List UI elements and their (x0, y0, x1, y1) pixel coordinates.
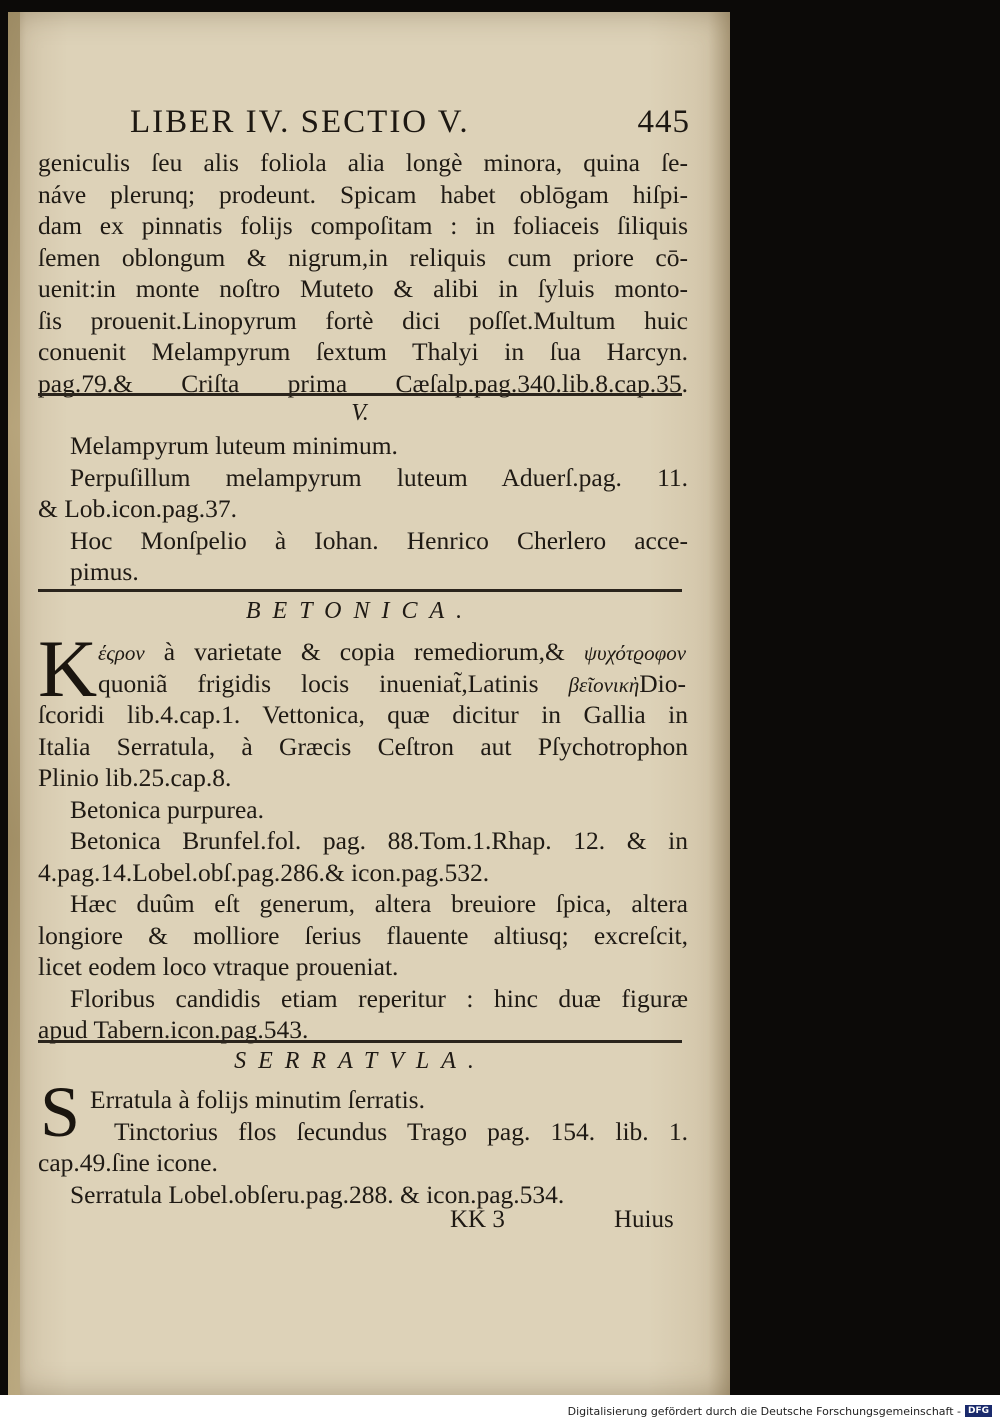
text-run: à varietate & copia remediorum,& (163, 637, 565, 666)
text-line (98, 636, 686, 668)
text-line: Betonica Brunfel.fol. pag. 88.Tom.1.Rhap. 12. & in (70, 826, 688, 855)
text-line: ſis prouenit.Linopyrum fortè dici poſſet.Multum huic (38, 305, 688, 335)
text-line: cap.49.ſine icone. (38, 1148, 218, 1177)
serratula-heading: SERRATVLA. (234, 1048, 486, 1074)
section-rule (38, 393, 682, 396)
text-line: dam ex pinnatis folijs compoſitam : in foliaceis ſiliquis (38, 211, 688, 240)
greek-word: έςρον (98, 641, 145, 665)
text-line: Erratula à folijs minutim ſerratis. (90, 1085, 425, 1114)
text-line: Plinio lib.25.cap.8. (38, 763, 232, 792)
text-run: Dio- (639, 668, 686, 698)
greek-word: βεῖονικὴ (568, 672, 640, 697)
text-line: & Lob.icon.pag.37. (38, 494, 238, 523)
text-line: ſemen oblongum & nigrum,in reliquis cum priore cō- (38, 242, 688, 272)
serratula-body (38, 1147, 688, 1210)
serratula-intro (90, 1084, 688, 1147)
text-line: conuenit Melampyrum ſextum Thalyi in ſua Harcyn. (38, 337, 688, 366)
signature-mark: KK 3 (450, 1206, 505, 1233)
text-line: Italia Serratula, à Græcis Ceſtron aut Pſychotrophon (38, 731, 688, 761)
section-rule (38, 1040, 682, 1043)
paragraph-continuation (38, 147, 688, 399)
text-line: Serratula Lobel.obſeru.pag.288. & icon.pag.534. (70, 1179, 565, 1209)
text-line: apud Tabern.icon.pag.543. (38, 1015, 309, 1044)
section-rule (38, 589, 682, 592)
text-line: náve plerunq; prodeunt. Spicam habet oblōgam hiſpi- (38, 179, 688, 209)
text-line (98, 668, 686, 700)
text-line: Hoc Monſpelio à Iohan. Henrico Cherlero acce- (70, 525, 688, 555)
betonica-body (38, 699, 688, 1046)
greek-word: ψυχότϱοφον (583, 641, 686, 665)
text-line: Perpuſillum melampyrum luteum Aduerſ.pag. 11. (70, 462, 688, 492)
digitization-footer (568, 1404, 992, 1418)
page-number: 445 (637, 104, 690, 140)
text-run: quoniã frigidis locis inueniat̃,Latinis (98, 668, 539, 698)
text-line: pag.79.& Criſta prima Cæſalp.pag.340.lib.8.cap.35. (38, 368, 688, 398)
text-line: ſcoridi lib.4.cap.1. Vettonica, quæ dicitur in Gallia in (38, 700, 688, 729)
text-line: longiore & molliore ſerius flauente altiusq; excreſcit, (38, 920, 688, 950)
text-line: pimus. (70, 557, 139, 586)
dropcap-s: S (40, 1072, 81, 1152)
text-line: Tinctorius flos ſecundus Trago pag. 154. lib. 1. (114, 1116, 688, 1146)
page-gutter (8, 12, 20, 1395)
running-head-title: LIBER IV. SECTIO V. (130, 104, 470, 140)
catchword: Huius (614, 1206, 674, 1233)
section-v-heading: V. (351, 400, 369, 426)
dfg-logo: DFG (965, 1405, 992, 1417)
section-v-body (38, 430, 688, 588)
betonica-heading: BETONICA. (245, 598, 475, 624)
text-line: geniculis ſeu alis foliola alia longè minora, quina ſe- (38, 148, 688, 177)
dropcap-k: K (38, 623, 98, 714)
text-line: licet eodem loco vtraque proueniat. (38, 952, 399, 981)
text-line: 4.pag.14.Lobel.obſ.pag.286.& icon.pag.532. (38, 857, 490, 887)
text-line: Floribus candidis etiam reperitur : hinc duæ figuræ (70, 983, 688, 1013)
running-head (130, 104, 690, 146)
text-line: Betonica purpurea. (70, 794, 265, 824)
footer-text: Digitalisierung gefördert durch die Deutsche Forschungsgemeinschaft - (567, 1404, 961, 1418)
betonica-intro (98, 636, 686, 699)
text-line: uenit:in monte noſtro Muteto & alibi in ſyluis monto- (38, 274, 688, 303)
text-line: Hæc duûm eſt generum, altera breuiore ſpica, altera (70, 889, 688, 918)
text-line: Melampyrum luteum minimum. (70, 431, 398, 460)
